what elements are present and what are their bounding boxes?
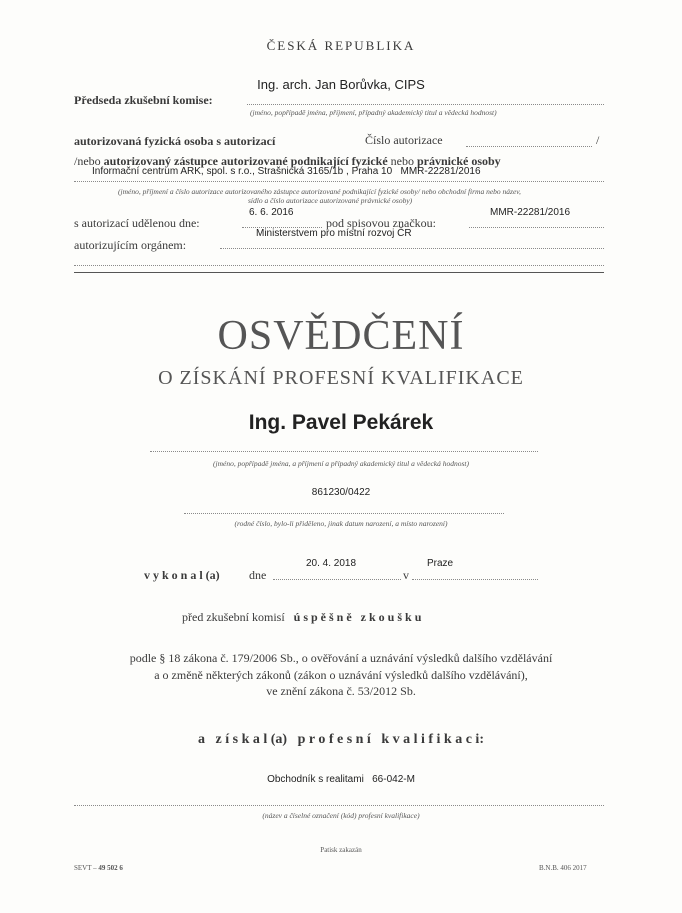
file-line — [469, 227, 604, 228]
print-code: B.N.B. 406 2017 — [539, 864, 587, 872]
nebo-prefix: /nebo — [74, 154, 101, 168]
law-line-1: podle § 18 zákona č. 179/2006 Sb., o ověřování a uznávání výsledků dalšího vzdělávání — [129, 651, 553, 665]
acquired-text: a z í s k a l (a) p r o f e s n í k v a l i f i k a c i: — [198, 732, 484, 747]
exam-date: 20. 4. 2018 — [306, 558, 357, 569]
in-label: v — [403, 568, 409, 582]
chair-value: Ing. arch. Jan Borůvka, CIPS — [257, 77, 425, 92]
date-dots — [273, 579, 401, 580]
extra-line — [74, 265, 604, 266]
person-line — [150, 451, 538, 452]
file-value: MMR-22281/2016 — [490, 207, 571, 218]
institution-value: Informační centrum ARK, spol. s r.o., Strašnická 3165/1b , Praha 10 MMR-22281/2016 — [92, 166, 481, 177]
qualification-line — [74, 805, 604, 806]
chair-line — [247, 104, 604, 105]
certificate-subtitle: O ZÍSKÁNÍ PROFESNÍ KVALIFIKACE — [158, 367, 524, 389]
file-label: pod spisovou značkou: — [326, 216, 436, 230]
authority-line — [220, 248, 604, 249]
nebo-word: nebo — [390, 154, 414, 168]
institution-number: MMR-22281/2016 — [400, 166, 481, 177]
ministry-value: Ministerstvem pro místní rozvoj ČR — [256, 228, 412, 239]
committee-line — [182, 610, 421, 625]
header-rule — [74, 272, 604, 273]
qualification-hint: (název a číselné označení (kód) profesní kvalifikace) — [262, 811, 420, 820]
date-value: 6. 6. 2016 — [249, 207, 294, 218]
sevt-code: SEVT – 49 502 6 — [74, 864, 123, 872]
legal-person: právnické osoby — [416, 154, 501, 168]
place-dots — [412, 579, 538, 580]
law-line-2: a o změně některých zákonů (zákon o uznávání výsledků dalšího vzdělávání), — [154, 668, 528, 682]
institution-hint-2: sídlo a číslo autorizace autorizované právnické osoby) — [248, 196, 413, 205]
qualification-value: Obchodník s realitami 66-042-M — [267, 774, 415, 785]
auth-person-label: autorizovaná fyzická osoba s autorizací — [74, 134, 276, 148]
person-hint: (jméno, popřípadě jména, a příjmení a případný akademický titul a vědecká hodnost) — [213, 459, 469, 468]
person-name: Ing. Pavel Pekárek — [248, 411, 434, 434]
law-line-3: ve znění zákona č. 53/2012 Sb. — [266, 684, 416, 698]
auth-slash: / — [596, 133, 600, 147]
certificate-title: OSVĚDČENÍ — [217, 313, 465, 359]
auth-number-label: Číslo autorizace — [365, 133, 443, 147]
success-text: ú s p ě š n ě z k o u š k u — [293, 610, 422, 624]
auth-number-line — [466, 146, 592, 147]
day-label: dne — [249, 568, 267, 582]
reprint-note: Patisk zakazán — [320, 846, 362, 854]
committee-text: před zkušební komisí — [182, 610, 285, 624]
nebo-mid: autorizovaný zástupce autorizované podnikající fyzické — [103, 154, 388, 168]
country-heading: ČESKÁ REPUBLIKA — [266, 38, 416, 53]
chair-hint: (jméno, popřípadě jména, příjmení, případný akademický titul a vědecká hodnost) — [250, 108, 497, 117]
authority-label: autorizujícím orgánem: — [74, 238, 187, 252]
institution-hint-1: (jméno, příjmení a číslo autorizace autorizovaného zástupce autorizované podnikající fyzické osoby/ nebo obchodní firma nebo název, — [118, 187, 521, 196]
institution-line — [74, 181, 604, 182]
performed-label: v y k o n a l (a) — [144, 568, 220, 582]
birth-line — [184, 513, 504, 514]
birth-hint: (rodné číslo, bylo-li přiděleno, jinak datum narození, a místo narození) — [234, 519, 448, 528]
exam-place: Praze — [427, 558, 454, 569]
date-label: s autorizací udělenou dne: — [74, 216, 200, 230]
birth-number: 861230/0422 — [311, 487, 371, 498]
chair-label: Předseda zkušební komise: — [74, 93, 213, 107]
